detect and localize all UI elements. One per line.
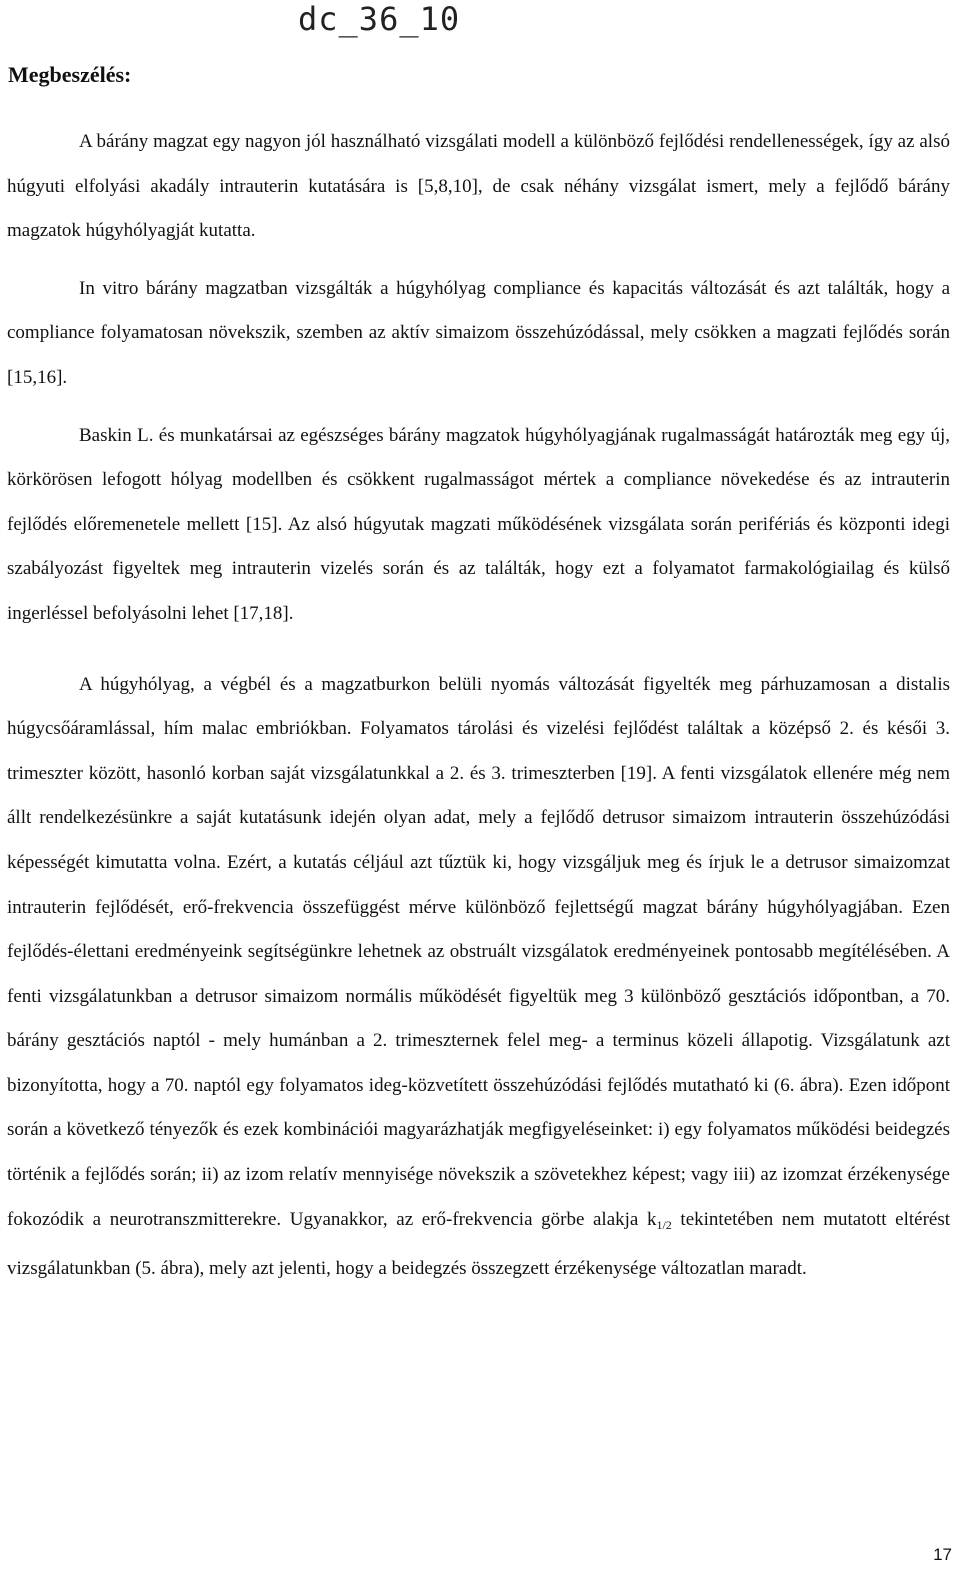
paragraph-3: Baskin L. és munkatársai az egészséges bárány magzatok húgyhólyagjának rugalmasságát határozták meg egy új, körkörösen lefogott hólyag modellben és csökkent rugalmasságot mértek a compliance növekedése és az intrauterin fejlődés előremenetele mellett [15]. Az alsó húgyutak magzati működésének vizsgálata során perifériás és központi idegi szabályozást figyeltek meg intrauterin vizelés során és az találták, hogy ezt a folyamatot farmakológiailag és külső ingerléssel befolyásolni lehet [17,18]. bbox=[7, 424, 950, 624]
paragraph-2: In vitro bárány magzatban vizsgálták a húgyhólyag compliance és kapacitás változását és azt találták, hogy a compliance folyamatosan növekszik, szemben az aktív simaizom összehúzódással, mely csökken a magzati fejlődés során [15,16]. bbox=[7, 277, 950, 388]
paragraph-4-tail: tekintetében nem mutatott eltérést vizsgálatunkban (5. ábra), mely azt jelenti, hogy a beidegzés összegzett érzékenysége változatlan maradt. bbox=[7, 1208, 951, 1280]
paragraph-4 bbox=[7, 663, 950, 1292]
paragraph-1: A bárány magzat egy nagyon jól használható vizsgálati modell a különböző fejlődési rendellenességek, így az alsó húgyuti elfolyási akadály intrauterin kutatására is [5,8,10], de csak néhány vizsgálat ismert, mely a fejlődő bárány magzatok húgyhólyagját kutatta. bbox=[7, 131, 950, 242]
document-id-header: dc_36_10 bbox=[298, 0, 461, 38]
paragraph-4-main: A húgyhólyag, a végbél és a magzatburkon belüli nyomás változását figyelték meg párhuzamosan a distalis húgycsőáramlással, hím malac embriókban. Folyamatos tárolási és vizelési fejlődést találtak a középső 2. és késői 3. trimeszter között, hasonló korban saját vizsgálatunkkal a 2. és 3. trimeszterben [19]. A fenti vizsgálatok ellenére még nem állt rendelkezésünkre a saját kutatásunk idején olyan adat, mely a fejlődő detrusor simaizom intrauterin összehúzódási képességét kimutatta volna. Ezért, a kutatás céljául azt tűztük ki, hogy vizsgáljuk meg és írjuk le a detrusor simaizomzat intrauterin fejlődését, erő-frekvencia összefüggést mérve különböző fejlettségű magzat bárány húgyhólyagjában. Ezen fejlődés-élettani eredményeink segítségünkre lehetnek az obstruált vizsgálatok eredményeinek pontosabb megítélésében. A fenti vizsgálatunkban a detrusor simaizom normális működését figyeltük meg 3 különböző gesztációs időpontban, a 70. bárány gesztációs naptól - mely humánban a 2. trimeszternek felel meg- a terminus közeli állapotig. Vizsgálatunk azt bizonyította, hogy a 70. naptól egy folyamatos ideg-közvetített összehúzódási fejlődés mutatható ki (6. ábra). Ezen időpont során a következő tényezők és ezek kombinációi magyarázhatják megfigyeléseinket: i) egy folyamatos működési beidegzés történik a fejlődés során; ii) az izom relatív mennyisége növekszik a szövetekhez képest; vagy iii) az izomzat érzékenysége fokozódik a neurotranszmitterekre. Ugyanakkor, az erő-frekvencia görbe alakja k bbox=[7, 673, 950, 1230]
k-half-subscript: 1/2 bbox=[656, 1217, 672, 1232]
body-text bbox=[7, 120, 950, 1292]
page-number: 17 bbox=[933, 1545, 952, 1564]
section-heading: Megbeszélés: bbox=[8, 62, 132, 87]
